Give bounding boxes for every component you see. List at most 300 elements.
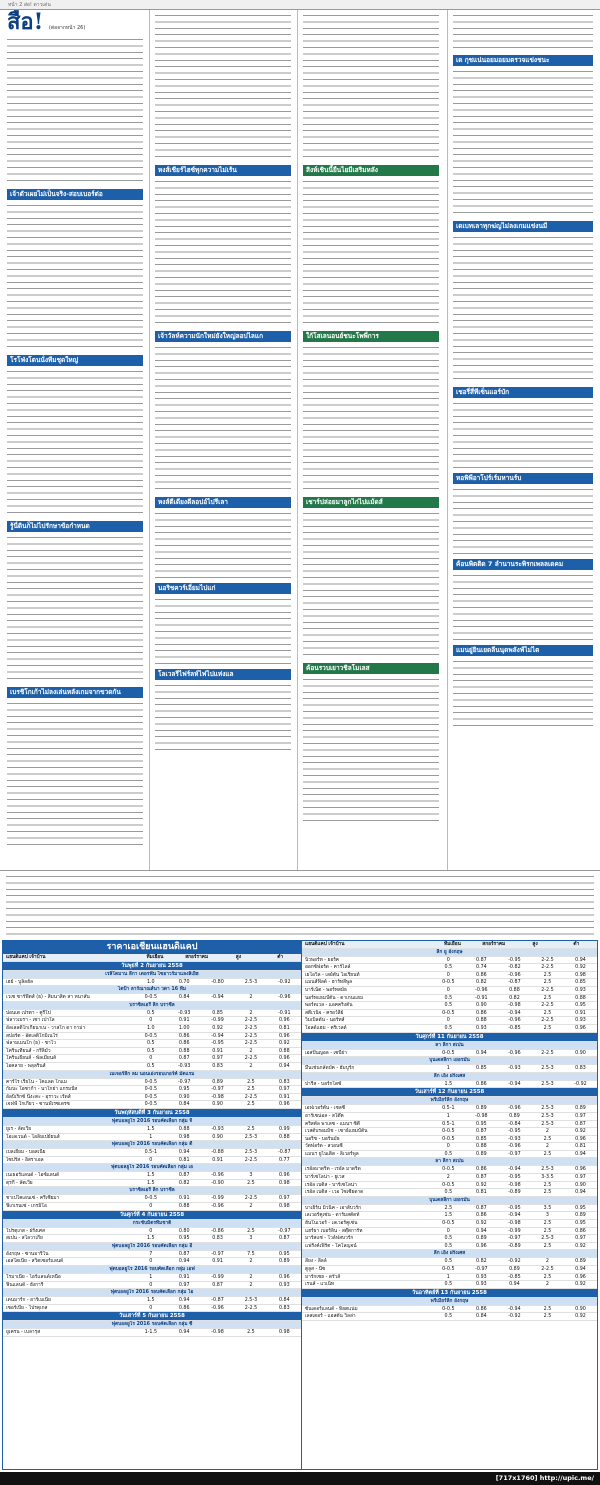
away-odds: 0.92 <box>212 1025 223 1031</box>
home-odds: 0.86 <box>476 1167 487 1173</box>
handicap-value: 1.0 <box>146 1025 155 1031</box>
away-odds: -0.97 <box>508 1236 521 1242</box>
away-odds: -0.94 <box>211 995 224 1001</box>
over-odds: 0.93 <box>278 1282 290 1288</box>
column-rule <box>297 10 298 870</box>
over-odds: 0.88 <box>278 1048 290 1054</box>
column-headline: รู้นี่ดินก็ไม่ไปรักษาข้อกำหนด <box>7 521 143 532</box>
home-odds: 0.95 <box>178 1087 190 1093</box>
column-headline: เบรชิโกเก้าไม่ลงเล่นหลังเกมจากขวดกัน <box>7 687 143 698</box>
column-headline: เดเบทเลาทุกฆ่ญไม่ลงเกมแข่งนมี <box>453 221 593 232</box>
match-teams: ยูเร - ลัตเวีย <box>6 1126 32 1132</box>
day-row: วันศุกร์ที่ 4 กันยายน 2558 <box>3 1211 301 1220</box>
goal-line: 2-2.5 <box>541 1050 554 1056</box>
goal-line: 2.5 <box>543 1025 552 1031</box>
match-teams: เลสเตอร์ - แอสตัน วิลล่า <box>305 1314 356 1320</box>
table-row <box>3 1086 301 1094</box>
table-left-body <box>3 962 301 1337</box>
away-odds: -0.95 <box>508 1129 521 1135</box>
body-text <box>7 36 143 186</box>
table-row <box>3 1195 301 1203</box>
league-row: ฟุตบอลยูโร 2016 รอบคัดเลือก กลุ่ม เอฟ <box>3 1266 301 1274</box>
match-teams: บาร์เซโลน่า - ยูเวส <box>305 1175 345 1181</box>
handicap-table <box>2 940 598 1470</box>
goal-line: 2.5 <box>543 1306 552 1312</box>
day-row: วันพุธที่ 2 กันยายน 2558 <box>3 962 301 971</box>
table-row <box>302 1212 597 1220</box>
league-row: ลีก เอิง ฝรั่งเศส <box>302 1073 597 1081</box>
table-row <box>302 987 597 995</box>
home-odds: 0.74 <box>476 965 487 971</box>
table-row <box>302 957 597 965</box>
table-row <box>3 979 301 987</box>
day-row: วันเสาร์ที่ 12 กันยายน 2558 <box>302 1088 597 1097</box>
match-teams: โอลด์แฮม - คริเวลด์ <box>305 1025 347 1031</box>
home-odds: 0.94 <box>476 1050 487 1056</box>
match-teams: ฟินแลนด์ - ฮังการี <box>6 1282 44 1288</box>
goal-line: 2.5 <box>543 1243 552 1249</box>
day-row: วันเสาร์ที่ 5 กันยายน 2558 <box>3 1312 301 1321</box>
handicap-value: 0-0.5 <box>442 1010 455 1016</box>
header-home: ทีมเยือน <box>146 955 164 960</box>
away-odds: 0.97 <box>212 1056 223 1062</box>
league-row: เรสิโดมาน ลีกา เตอรฟั่น ไซอาวร์มาแลงลิเย็ฮ <box>3 971 301 979</box>
handicap-value: 1 <box>446 1066 450 1072</box>
over-odds: 0.99 <box>278 1126 290 1132</box>
match-teams: เรนส์ - แวเน็ท <box>305 1282 335 1288</box>
match-teams: เอสปันญอล - เซบีย่า <box>305 1050 347 1056</box>
over-odds: 0.87 <box>575 1121 586 1127</box>
away-odds: -0.97 <box>211 1251 224 1257</box>
column-rule <box>149 10 150 870</box>
handicap-value: 0.5 <box>146 1041 155 1047</box>
table-row <box>3 1033 301 1041</box>
league-row: บุนเดสลีกา เยอรมัน <box>302 1197 597 1205</box>
column-headline: หอพิพีอาโปร์เร์มหานร์บ <box>453 473 593 484</box>
table-row <box>302 1220 597 1228</box>
over-odds: 0.94 <box>575 1151 586 1157</box>
handicap-value: 0-0.5 <box>442 1306 455 1312</box>
away-odds: -0.96 <box>508 1018 521 1024</box>
home-odds: 0.95 <box>178 1236 190 1242</box>
away-odds: 0.91 <box>212 1259 223 1265</box>
body-text <box>155 344 291 494</box>
over-odds: 0.83 <box>278 1305 290 1311</box>
handicap-value: 0-0.5 <box>144 1087 157 1093</box>
home-odds: 0.86 <box>476 1010 487 1016</box>
table-title: ราคาเอเชียนแฮนดิแคป <box>3 941 301 954</box>
over-odds: 0.98 <box>278 1180 290 1186</box>
table-row <box>302 1243 597 1251</box>
body-text <box>453 234 593 384</box>
body-text <box>303 344 439 494</box>
goal-line: 2 <box>249 1010 253 1016</box>
match-teams: โคริ้นเทียนส์ - กรีลิมัว <box>6 1048 51 1054</box>
goal-line: 2-2.5 <box>244 1041 258 1047</box>
handicap-value: 0-0.5 <box>442 980 455 986</box>
table-row <box>3 1258 301 1266</box>
body-text <box>7 368 143 518</box>
table-row <box>302 1136 597 1144</box>
article-column-4 <box>450 10 596 870</box>
away-odds: 0.83 <box>212 1063 223 1069</box>
body-text <box>303 178 439 328</box>
match-teams: บาเยิร์น มิวนิค - เอาส์บวร์ก <box>305 1205 362 1211</box>
match-teams: นิวพอร์ท - ยอร์ค <box>305 957 340 963</box>
goal-line: 2.5 <box>247 1079 255 1085</box>
handicap-table-left <box>3 941 301 1469</box>
table-row <box>302 1010 597 1018</box>
column-headline: ค้อนพิตติด 7 ลำนานระพิรกเพลลเดคม <box>453 559 593 570</box>
over-odds: 0.97 <box>575 1175 586 1181</box>
over-odds: 0.96 <box>278 1018 290 1024</box>
away-odds: -0.94 <box>508 1081 521 1087</box>
table-row <box>3 1025 301 1033</box>
handicap-value: 0.5-1 <box>442 1106 455 1112</box>
goal-line: 2.5 <box>247 1087 255 1093</box>
home-odds: 0.89 <box>476 1106 487 1112</box>
away-odds: 0.89 <box>212 1079 223 1085</box>
table-row <box>3 1305 301 1313</box>
goal-line: 2.5 <box>543 995 552 1001</box>
home-odds: 0.82 <box>178 1180 190 1186</box>
table-row <box>302 1274 597 1282</box>
goal-line: 2.5 <box>543 1190 552 1196</box>
away-odds: -0.97 <box>211 1087 224 1093</box>
home-odds: -0.93 <box>177 1063 191 1069</box>
match-teams: คาร์โร เรียโน - โคแลด โกแม <box>6 1079 68 1085</box>
over-odds: 0.92 <box>278 1041 290 1047</box>
handicap-value: 1.5 <box>444 1213 453 1219</box>
table-row <box>3 1101 301 1109</box>
league-row: ลา ลีกา สเปน <box>302 1042 597 1050</box>
handicap-value: 1-1.5 <box>144 1330 157 1336</box>
away-odds: -0.96 <box>211 1204 224 1210</box>
home-odds: 0.86 <box>476 1081 487 1087</box>
match-teams: กัมบะ โอซาก้า - นาโกย่า แกรมปัส <box>6 1087 78 1093</box>
handicap-value: 0 <box>149 1282 153 1288</box>
goal-line: 2.5-3 <box>541 1106 554 1112</box>
goal-line: 2-2.5 <box>244 1033 258 1039</box>
over-odds: 0.92 <box>575 1243 586 1249</box>
over-odds: 0.97 <box>278 1196 290 1202</box>
home-odds: 0.91 <box>178 1275 190 1281</box>
away-odds: 0.85 <box>212 1010 223 1016</box>
over-odds: 0.94 <box>575 1267 586 1272</box>
article-column-1 <box>4 10 146 870</box>
home-odds: 0.98 <box>178 1134 190 1140</box>
league-row: ไดป้า ลาร์ณาณส์นา วดา 16 ทีม <box>3 986 301 994</box>
home-odds: 0.80 <box>178 1228 190 1234</box>
goal-line: 2-2.5 <box>244 1196 258 1202</box>
match-teams: เอฟเวอร์ตัน - เชลซี <box>305 1106 345 1112</box>
over-odds: 0.91 <box>575 1010 586 1016</box>
league-row: ฟุตบอลยูโร 2016 รอบคัดเลือก กลุ่ม เอ <box>3 1164 301 1172</box>
away-odds: 0.90 <box>212 1102 223 1108</box>
over-odds: -0.92 <box>574 1081 587 1087</box>
match-teams: ยูเครน - เบลารุส <box>6 1330 41 1336</box>
goal-line: 2.5 <box>247 1330 255 1336</box>
over-odds: 0.97 <box>575 1236 586 1242</box>
league-row: ฟุตบอลยูโร 2016 รอบคัดเลือก กลุ่ม อี <box>3 1243 301 1251</box>
away-odds: -0.95 <box>508 957 521 963</box>
match-teams: เอสโตเนีย - สวิตเซอร์แลนด์ <box>6 1259 64 1265</box>
match-teams: ปอนเต เปรตา - คูรีโป <box>6 1010 51 1016</box>
home-odds: -0.97 <box>177 1079 191 1085</box>
away-odds: -0.96 <box>508 972 521 978</box>
body-text <box>6 873 594 943</box>
league-row: ลา ลีกา สเปน <box>302 1158 597 1166</box>
column-headline: สิงห์เชินนี้ยืนไยมีเสริมหลัง <box>303 165 439 176</box>
match-teams: อังกฤษ - ซานมาริโน <box>6 1251 49 1257</box>
goal-line: 2.5 <box>247 1102 255 1108</box>
column-headline: เด กุชแน่นอยมอยมตรวจแข่งชนะ <box>453 55 593 66</box>
away-odds: -0.85 <box>508 1274 521 1280</box>
over-odds: 0.83 <box>575 1066 586 1072</box>
home-odds: 0.93 <box>476 1274 487 1280</box>
goal-line: 2 <box>545 1259 549 1265</box>
table-row <box>302 1205 597 1213</box>
home-odds: 0.96 <box>476 1243 487 1249</box>
home-odds: 0.88 <box>476 1144 487 1150</box>
goal-line: 2 <box>545 1144 549 1150</box>
header-team: แฮนดิแคป เจ้าบ้าน <box>6 955 46 960</box>
away-odds: -0.89 <box>508 1243 521 1249</box>
over-odds: 0.96 <box>278 1033 290 1039</box>
column-headline: หงส์เชียร์ไฮซ์ทุกความไม่เร้น <box>155 165 291 176</box>
body-text <box>453 400 593 470</box>
table-row <box>302 995 597 1003</box>
header-score: สูง <box>235 955 242 960</box>
column-headline: นอริชควร์เอี่ยมไปแก่ <box>155 583 291 594</box>
away-odds: -0.96 <box>211 1305 224 1311</box>
goal-line: 2.5 <box>543 1274 552 1280</box>
handicap-value: 0.5-1 <box>442 1121 455 1127</box>
match-teams: เรอัล เบติส - บาร์เซโลน่า <box>305 1182 357 1188</box>
goal-line: 2 <box>249 1282 253 1288</box>
league-row: ฟุตบอลยูโร 2016 รอบคัดเลือก กลุ่ม ซี <box>3 1321 301 1329</box>
home-odds: 0.81 <box>476 1190 487 1196</box>
handicap-value: 0.5 <box>444 995 453 1001</box>
handicap-value: 0-0.5 <box>144 1094 157 1100</box>
handicap-value: 0.5 <box>146 1048 155 1054</box>
match-teams: เจฟฟ์ โกเกียว - ซานฟ์เรซเดรซ <box>6 1102 70 1108</box>
away-odds: -0.80 <box>211 979 224 985</box>
match-teams: โรมาเนีย - ไอร์แลนด์เหนือ <box>6 1275 61 1281</box>
handicap-value: 0 <box>149 1157 153 1163</box>
goal-line: 2.5-3 <box>541 1167 554 1173</box>
footer-credit: [717x1760] http://upic.me/ <box>0 1472 600 1485</box>
goal-line: 2-2.5 <box>244 1056 258 1062</box>
away-odds: -0.85 <box>508 1025 521 1031</box>
column-headline: ใก้โสเลนอนย์ชนะโพพี่การ <box>303 331 439 342</box>
goal-line: 2-2.5 <box>244 1157 258 1163</box>
handicap-value: 0.5 <box>444 1003 453 1009</box>
handicap-value: 1 <box>149 1134 153 1140</box>
column-rule <box>447 10 448 870</box>
table-row <box>3 1203 301 1211</box>
header-home: ทีมเยือน <box>443 942 461 947</box>
over-odds: 0.89 <box>575 1213 586 1219</box>
goal-line: 2-2.5 <box>541 1267 554 1272</box>
match-teams: อัลเลลติโกเกียนาเน - วาสโก ดา กาม่า <box>6 1025 86 1031</box>
table-row <box>3 1079 301 1087</box>
match-teams: แฟร้งค์เฟิร์ต - โคโลญจน์ <box>305 1243 357 1249</box>
day-row: วันพฤหัสบดีที่ 3 กันยายน 2558 <box>3 1109 301 1118</box>
league-row: เมเจอร์ลีก ลม นอนเอ่งรอบเกอร์ค์ มัตแรม <box>3 1071 301 1079</box>
table-row <box>3 1126 301 1134</box>
handicap-value: 0.5 <box>444 965 453 971</box>
handicap-value: 0.5 <box>444 1025 453 1031</box>
match-teams: เรอัลมาดริด - เรอัล มาดริด <box>305 1167 361 1173</box>
home-odds: 0.90 <box>178 1094 190 1100</box>
over-odds: 0.93 <box>575 987 586 993</box>
match-teams: อาร์เซน่อล - สโต๊ค <box>305 1113 344 1119</box>
handicap-value: 0.5 <box>444 1190 453 1196</box>
over-odds: 0.86 <box>575 1228 586 1234</box>
over-odds: -0.96 <box>278 995 291 1001</box>
handicap-value: 0 <box>149 1259 153 1265</box>
table-row <box>302 1081 597 1089</box>
handicap-value: 0-0.5 <box>144 1102 157 1108</box>
handicap-value: 0.5 <box>444 1314 453 1320</box>
home-odds: 0.87 <box>476 1175 487 1181</box>
goal-line: 2-2.5 <box>244 1018 258 1024</box>
goal-line: 2.5-3 <box>541 1066 554 1072</box>
over-odds: 0.95 <box>278 1251 290 1257</box>
away-odds: -0.98 <box>508 1182 521 1188</box>
table-row <box>302 1313 597 1321</box>
match-teams: โอเลเวนด์ - โอลิมเปย์ยนส์ <box>6 1134 60 1140</box>
away-odds: -0.90 <box>211 1180 224 1186</box>
table-row <box>302 1189 597 1197</box>
handicap-value: 0.5 <box>444 1282 453 1288</box>
body-text <box>303 510 439 660</box>
handicap-value: 0 <box>446 972 450 978</box>
body-text <box>155 682 291 752</box>
home-odds: 0.87 <box>178 1173 190 1179</box>
home-odds: 0.85 <box>476 1066 487 1072</box>
handicap-value: 0-0.5 <box>144 1033 157 1039</box>
body-text <box>453 486 593 556</box>
goal-line: 2 <box>249 1275 253 1281</box>
table-row <box>302 1151 597 1159</box>
over-odds: 0.94 <box>575 957 586 963</box>
goal-line: 2.5 <box>247 1228 255 1234</box>
continued-label: (ต่อจากหน้า 26) <box>48 25 86 31</box>
match-teams: เวเซ ซาร์ฟีตส์ (ธ) - สิ่มนาสิต สา หนาสัน <box>6 995 90 1001</box>
header-high: ต่ำ <box>277 955 284 960</box>
table-right-body <box>302 949 597 1321</box>
top-strip <box>0 0 600 10</box>
over-odds: -0.91 <box>278 1010 291 1016</box>
match-teams: เลเวอร์คูเซ่น - ดาร์มสตัดท์ <box>305 1213 360 1219</box>
column-headline: หงส์ตีเดียงตีลอปอ์ไปรีเลา <box>155 497 291 508</box>
handicap-value: 2 <box>446 1175 450 1181</box>
table-row <box>3 1157 301 1165</box>
match-teams: โครินเธียนส์ - พัลเมียนส์ <box>6 1056 56 1062</box>
handicap-value: 1.5 <box>146 1298 155 1304</box>
away-odds: -0.95 <box>508 1205 521 1211</box>
body-text <box>155 12 291 162</box>
handicap-value: 1.5 <box>146 1173 155 1179</box>
goal-line: 2-2.5 <box>541 965 554 971</box>
handicap-value: 0 <box>149 1056 153 1062</box>
handicap-value: 2.5 <box>444 1205 453 1211</box>
handicap-value: 0 <box>149 1305 153 1311</box>
goal-line: 2.5-3 <box>541 1113 554 1119</box>
over-odds: 0.96 <box>278 1275 290 1281</box>
home-odds: 0.86 <box>178 1033 190 1039</box>
column-headline: โลเวลรีไฟร์ลห์ไฟไปแห่งแล <box>155 669 291 680</box>
home-odds: 0.87 <box>476 1205 487 1211</box>
home-odds: 0.86 <box>476 972 487 978</box>
home-odds: 0.86 <box>178 1305 190 1311</box>
handicap-value: 0 <box>446 957 450 963</box>
handicap-value: 0-0.5 <box>442 1182 455 1188</box>
away-odds: -0.96 <box>508 1106 521 1112</box>
over-odds: 0.89 <box>278 1259 290 1265</box>
away-odds: -0.86 <box>211 1228 224 1234</box>
article-column-3 <box>300 10 442 870</box>
away-odds: 0.91 <box>212 1157 223 1163</box>
away-odds: -0.96 <box>508 1144 521 1150</box>
away-odds: -0.95 <box>508 1175 521 1181</box>
over-odds: 0.98 <box>278 1204 290 1210</box>
match-teams: ปารีส - บอร์กโดซ์ <box>305 1081 342 1087</box>
over-odds: 0.90 <box>575 1050 586 1056</box>
body-text <box>7 700 143 850</box>
handicap-value: 0.5 <box>146 1063 155 1069</box>
table-row <box>302 1235 597 1243</box>
home-odds: 0.86 <box>476 1213 487 1219</box>
match-teams: แมนฯ ยูไนเต็ด - ลิเวอร์พูล <box>305 1151 359 1157</box>
over-odds: 0.96 <box>278 1056 290 1062</box>
match-teams: เวสต์บรอมมิช - เซาธ์แฮมป์ตัน <box>305 1129 368 1135</box>
goal-line: 3-3.5 <box>541 1175 554 1181</box>
goal-line: 2-2.5 <box>541 1018 554 1024</box>
league-row: ฟุตบอลยูโร 2016 รอบคัดเลือก กลุ่ม ดี <box>3 1141 301 1149</box>
handicap-value: 0-0.5 <box>442 1267 455 1272</box>
table-row <box>3 1149 301 1157</box>
column-headline: โรโฟ่งโตนนั่งทีมชุดใหญ่ <box>7 355 143 366</box>
match-teams: เฮย์ - บูลิลฮ์ล <box>6 979 33 985</box>
column-headline: แมนยู่ยินเยดลีนนุดพลังฟ์ไม่ไต <box>453 645 593 656</box>
home-odds: 0.87 <box>476 957 487 963</box>
home-odds: -0.91 <box>475 995 488 1001</box>
table-row <box>3 1329 301 1337</box>
home-odds: 0.88 <box>178 1126 190 1132</box>
top-strip-text: หน้า 2 ส่อ! ดาวเด่น <box>8 2 51 8</box>
header-away: สกอร์ราคม <box>482 942 506 947</box>
match-teams: คริสตัล พาเลซ - แมนฯ ซิตี้ <box>305 1121 360 1127</box>
away-odds: 0.91 <box>212 1048 223 1054</box>
article-column-2 <box>152 10 294 870</box>
home-odds: 0.88 <box>178 1048 190 1054</box>
league-row: ลีก เอิง ฝรั่งเศส <box>302 1250 597 1258</box>
table-row <box>3 1274 301 1282</box>
match-teams: มึนเช่นกลัดบัค - ฮัมบูร์ก <box>305 1066 355 1072</box>
goal-line: 2.5 <box>543 1136 552 1142</box>
goal-line: 2.5 <box>247 1180 255 1186</box>
home-odds: -0.98 <box>475 1113 488 1119</box>
bottom-article-strip <box>0 870 600 940</box>
table-row <box>302 1017 597 1025</box>
away-odds: -0.96 <box>211 1173 224 1179</box>
away-odds: -0.88 <box>211 1150 224 1156</box>
over-odds: 0.95 <box>575 1205 586 1211</box>
league-row: บราซิลเอรี่ ลีก บราซีล <box>3 1002 301 1010</box>
